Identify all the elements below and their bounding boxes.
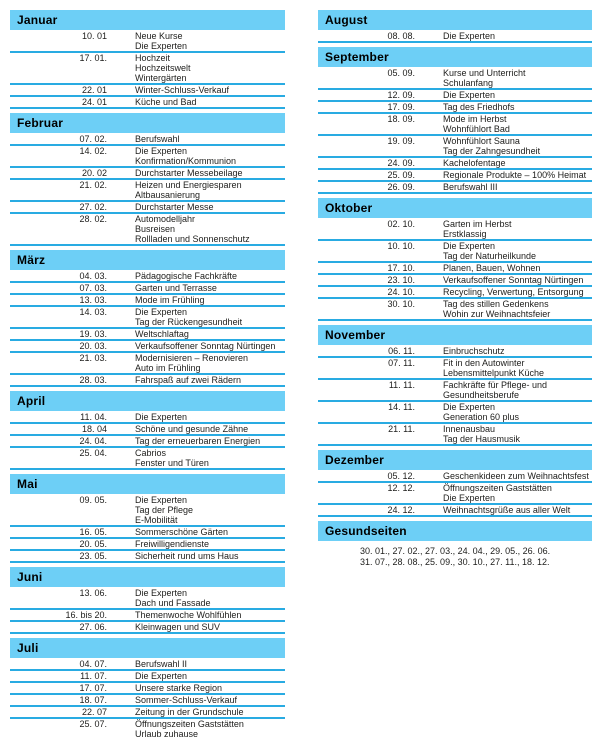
event-line: Recycling, Verwertung, Entsorgung	[443, 287, 584, 297]
month-section-mai	[10, 474, 285, 563]
event-line: Verkaufsoffener Sonntag Nürtingen	[135, 341, 276, 351]
month-header: November	[318, 325, 592, 345]
event-line: Fit in den Autowinter	[443, 358, 525, 368]
event-line: Freiwilligendienste	[135, 539, 210, 549]
month-section-juni	[10, 567, 285, 634]
section-gesundseiten	[318, 521, 592, 567]
event-row	[10, 295, 285, 307]
month-header: Mai	[10, 474, 285, 494]
event-row	[10, 527, 285, 539]
event-description	[135, 448, 285, 468]
event-row	[10, 695, 285, 707]
month-header: Februar	[10, 113, 285, 133]
event-line: Wohin zur Weihnachtsfeier	[443, 309, 551, 319]
event-line: Berufswahl II	[135, 659, 188, 669]
event-line: Mode im Herbst	[443, 114, 507, 124]
event-date: 07. 03.	[79, 283, 107, 293]
event-line: Tag der Rückengesundheit	[135, 317, 243, 327]
event-date: 09. 05.	[79, 495, 107, 505]
event-line: Garten und Terrasse	[135, 283, 217, 293]
event-date: 04. 07.	[79, 659, 107, 669]
event-line: Tag der Naturheilkunde	[443, 251, 537, 261]
event-line: Die Experten	[443, 241, 496, 251]
event-date: 17. 10.	[387, 263, 415, 273]
event-description	[135, 588, 285, 608]
event-line: Die Experten	[135, 588, 188, 598]
event-description	[135, 683, 285, 693]
event-date: 19. 03.	[79, 329, 107, 339]
event-description	[135, 295, 285, 305]
event-row	[10, 97, 285, 109]
event-line: Die Experten	[443, 493, 496, 503]
event-row	[10, 622, 285, 634]
event-line: Rollladen und Sonnenschutz	[135, 234, 250, 244]
event-description	[443, 287, 592, 297]
event-row	[10, 134, 285, 146]
event-line: Die Experten	[135, 146, 188, 156]
event-line: Sommerschöne Gärten	[135, 527, 229, 537]
event-row	[10, 180, 285, 202]
event-date: 08. 08.	[387, 31, 415, 41]
month-header: April	[10, 391, 285, 411]
event-line: Sommer-Schluss-Verkauf	[135, 695, 238, 705]
event-description	[443, 158, 592, 168]
month-section-februar	[10, 113, 285, 246]
calendar-column-left	[10, 10, 285, 739]
event-date: 20. 05.	[79, 539, 107, 549]
event-row	[10, 539, 285, 551]
event-date: 30. 10.	[387, 299, 415, 309]
event-line: Fahrspaß auf zwei Rädern	[135, 375, 242, 385]
event-date: 27. 02.	[79, 202, 107, 212]
month-header: Juli	[10, 638, 285, 658]
event-date: 11. 11.	[388, 380, 415, 390]
event-description	[135, 283, 285, 293]
event-line: Heizen und Energiesparen	[135, 180, 242, 190]
event-row	[10, 271, 285, 283]
event-row	[10, 683, 285, 695]
event-description	[443, 358, 592, 378]
event-line: Hochzeitswelt	[135, 63, 191, 73]
event-row	[10, 436, 285, 448]
event-description	[443, 380, 592, 400]
event-line: Busreisen	[135, 224, 176, 234]
event-line: Dach und Fassade	[135, 598, 211, 608]
event-description	[135, 134, 285, 144]
event-line: Tag der erneuerbaren Energien	[135, 436, 261, 446]
event-row	[10, 448, 285, 470]
event-line: Themenwoche Wohlfühlen	[135, 610, 242, 620]
event-date: 14. 02.	[79, 146, 107, 156]
event-date: 05. 12.	[387, 471, 415, 481]
event-row	[318, 31, 592, 43]
event-line: Öffnungszeiten Gaststätten	[443, 483, 552, 493]
event-line: Gesundheitsberufe	[443, 390, 520, 400]
event-date: 13. 03.	[79, 295, 107, 305]
event-row	[318, 158, 592, 170]
event-row	[318, 68, 592, 90]
event-row	[10, 551, 285, 563]
event-date: 21. 03.	[79, 353, 107, 363]
month-section-august	[318, 10, 592, 43]
event-line: Kurse und Unterricht	[443, 68, 526, 78]
event-line: Die Experten	[135, 495, 188, 505]
event-line: Durchstarter Messe	[135, 202, 214, 212]
event-line: Wohnfühlort Sauna	[443, 136, 520, 146]
event-description	[135, 97, 285, 107]
event-row	[318, 114, 592, 136]
event-line: Durchstarter Messebeilage	[135, 168, 243, 178]
event-date: 26. 09.	[387, 182, 415, 192]
event-line: Verkaufsoffener Sonntag Nürtingen	[443, 275, 584, 285]
event-description	[443, 483, 592, 503]
event-row	[318, 136, 592, 158]
event-row	[10, 53, 285, 85]
event-row	[10, 707, 285, 719]
event-row	[10, 671, 285, 683]
event-description	[135, 412, 285, 422]
event-description	[443, 346, 592, 356]
month-header: März	[10, 250, 285, 270]
event-row	[318, 90, 592, 102]
month-header: August	[318, 10, 592, 30]
event-date: 20. 03.	[79, 341, 107, 351]
event-line: Lebensmittelpunkt Küche	[443, 368, 545, 378]
event-line: Kleinwagen und SUV	[135, 622, 221, 632]
event-date: 25. 07.	[79, 719, 107, 729]
gesundseiten-header: Gesundseiten	[318, 521, 592, 541]
event-row	[10, 146, 285, 168]
event-line: Tag des stillen Gedenkens	[443, 299, 549, 309]
month-section-januar	[10, 10, 285, 109]
event-line: Öffnungszeiten Gaststätten	[135, 719, 244, 729]
event-date: 22. 07	[81, 707, 107, 717]
month-header: Oktober	[318, 198, 592, 218]
event-date: 10. 01	[81, 31, 107, 41]
event-line: Garten im Herbst	[443, 219, 512, 229]
event-date: 17. 09.	[387, 102, 415, 112]
event-date: 18. 07.	[79, 695, 107, 705]
month-header: September	[318, 47, 592, 67]
event-description	[443, 299, 592, 319]
event-date: 24. 01	[81, 97, 107, 107]
event-line: Auto im Frühling	[135, 363, 201, 373]
event-date: 07. 02.	[79, 134, 107, 144]
event-line: Wintergärten	[135, 73, 187, 83]
event-description	[443, 263, 592, 273]
event-line: Pädagogische Fachkräfte	[135, 271, 238, 281]
event-date: 12. 09.	[387, 90, 415, 100]
month-section-juli	[10, 638, 285, 739]
event-date: 19. 09.	[387, 136, 415, 146]
event-date: 04. 03.	[79, 271, 107, 281]
event-date: 05. 09.	[387, 68, 415, 78]
event-row	[10, 412, 285, 424]
event-line: Die Experten	[135, 41, 188, 51]
event-description	[135, 695, 285, 705]
event-date: 22. 01	[81, 85, 107, 95]
event-description	[443, 471, 592, 481]
month-header: Juni	[10, 567, 285, 587]
event-description	[135, 85, 285, 95]
month-section-april	[10, 391, 285, 470]
event-row	[10, 659, 285, 671]
event-date: 27. 06.	[79, 622, 107, 632]
gesundseiten-date-line: 30. 01., 27. 02., 27. 03., 24. 04., 29. 05., 26. 06.	[360, 546, 551, 556]
event-description	[443, 114, 592, 134]
event-line: Einbruchschutz	[443, 346, 505, 356]
event-line: Automodelljahr	[135, 214, 196, 224]
event-description	[135, 495, 285, 525]
event-date: 13. 06.	[79, 588, 107, 598]
event-row	[10, 341, 285, 353]
calendar-column-right	[318, 10, 592, 739]
event-description	[135, 214, 285, 244]
event-date: 06. 11.	[388, 346, 415, 356]
event-line: Planen, Bauen, Wohnen	[443, 263, 541, 273]
event-date: 11. 04.	[80, 412, 107, 422]
event-line: Hochzeit	[135, 53, 171, 63]
event-description	[135, 671, 285, 681]
event-date: 12. 12.	[387, 483, 415, 493]
event-description	[135, 622, 285, 632]
event-row	[10, 307, 285, 329]
event-line: Modernisieren – Renovieren	[135, 353, 249, 363]
event-line: Weihnachtsgrüße aus aller Welt	[443, 505, 571, 515]
event-line: Cabrios	[135, 448, 167, 458]
event-description	[135, 424, 285, 434]
event-row	[318, 102, 592, 114]
event-line: Küche und Bad	[135, 97, 197, 107]
event-row	[318, 380, 592, 402]
event-description	[443, 505, 592, 515]
event-date: 28. 02.	[79, 214, 107, 224]
event-row	[318, 402, 592, 424]
event-description	[443, 182, 592, 192]
event-line: Neue Kurse	[135, 31, 183, 41]
event-line: Konfirmation/Kommunion	[135, 156, 237, 166]
event-date: 14. 03.	[79, 307, 107, 317]
event-line: Regionale Produkte – 100% Heimat	[443, 170, 587, 180]
event-line: E-Mobilität	[135, 515, 178, 525]
event-line: Die Experten	[135, 307, 188, 317]
event-row	[10, 85, 285, 97]
event-row	[10, 214, 285, 246]
event-row	[10, 329, 285, 341]
event-description	[135, 375, 285, 385]
event-description	[443, 241, 592, 261]
event-date: 24. 09.	[387, 158, 415, 168]
event-line: Tag der Zahngesundheit	[443, 146, 541, 156]
event-row	[318, 424, 592, 446]
event-line: Innenausbau	[443, 424, 496, 434]
event-date: 10. 10.	[387, 241, 415, 251]
event-date: 23. 05.	[79, 551, 107, 561]
event-row	[10, 202, 285, 214]
event-description	[135, 341, 285, 351]
event-date: 17. 01.	[79, 53, 107, 63]
event-line: Berufswahl	[135, 134, 180, 144]
event-description	[135, 146, 285, 166]
event-date: 25. 09.	[387, 170, 415, 180]
event-line: Geschenkideen zum Weihnachtsfest	[443, 471, 589, 481]
month-section-dezember	[318, 450, 592, 517]
event-date: 23. 10.	[387, 275, 415, 285]
event-description	[443, 31, 592, 41]
event-row	[10, 588, 285, 610]
event-line: Die Experten	[135, 671, 188, 681]
event-date: 20. 02	[81, 168, 107, 178]
event-description	[135, 707, 285, 717]
event-row	[318, 483, 592, 505]
event-date: 16. 05.	[79, 527, 107, 537]
event-line: Die Experten	[443, 402, 496, 412]
event-row	[318, 299, 592, 321]
event-line: Kachelofentage	[443, 158, 506, 168]
month-section-märz	[10, 250, 285, 387]
event-line: Schöne und gesunde Zähne	[135, 424, 249, 434]
event-date: 18. 04	[81, 424, 107, 434]
event-row	[10, 168, 285, 180]
month-section-oktober	[318, 198, 592, 321]
event-description	[443, 219, 592, 239]
gesundseiten-date-line: 31. 07., 28. 08., 25. 09., 30. 10., 27. 11., 18. 12.	[360, 556, 550, 567]
event-description	[135, 551, 285, 561]
event-date: 21. 02.	[79, 180, 107, 190]
month-section-november	[318, 325, 592, 446]
gesundseiten-dates	[318, 546, 592, 567]
event-description	[135, 31, 285, 51]
event-description	[443, 170, 592, 180]
event-row	[10, 31, 285, 53]
event-date: 02. 10.	[387, 219, 415, 229]
event-description	[135, 202, 285, 212]
event-row	[10, 424, 285, 436]
event-row	[318, 346, 592, 358]
event-line: Urlaub zuhause	[135, 729, 199, 739]
event-row	[318, 170, 592, 182]
month-header: Dezember	[318, 450, 592, 470]
event-line: Erstklassig	[443, 229, 487, 239]
event-line: Tag der Hausmusik	[443, 434, 521, 444]
event-line: Fachkräfte für Pflege- und	[443, 380, 548, 390]
event-date: 24. 04.	[79, 436, 107, 446]
event-date: 28. 03.	[79, 375, 107, 385]
event-description	[135, 719, 285, 739]
event-description	[443, 275, 592, 285]
event-line: Winter-Schluss-Verkauf	[135, 85, 230, 95]
event-line: Weltschlaftag	[135, 329, 189, 339]
event-description	[135, 659, 285, 669]
event-line: Mode im Frühling	[135, 295, 205, 305]
event-date: 24. 10.	[387, 287, 415, 297]
event-row	[318, 219, 592, 241]
event-date: 07. 11.	[388, 358, 415, 368]
event-row	[10, 610, 285, 622]
event-description	[135, 539, 285, 549]
event-line: Wohnfühlort Bad	[443, 124, 510, 134]
event-row	[318, 505, 592, 517]
event-line: Unsere starke Region	[135, 683, 223, 693]
event-date: 17. 07.	[79, 683, 107, 693]
event-line: Tag der Pflege	[135, 505, 194, 515]
event-description	[135, 353, 285, 373]
event-line: Die Experten	[135, 412, 188, 422]
event-date: 25. 04.	[79, 448, 107, 458]
event-row	[10, 283, 285, 295]
event-date: 21. 11.	[388, 424, 415, 434]
event-description	[443, 102, 592, 112]
event-row	[318, 358, 592, 380]
event-line: Tag des Friedhofs	[443, 102, 515, 112]
event-row	[318, 471, 592, 483]
event-description	[443, 402, 592, 422]
event-date: 24. 12.	[387, 505, 415, 515]
event-date: 11. 07.	[80, 671, 107, 681]
event-row	[10, 375, 285, 387]
month-header: Januar	[10, 10, 285, 30]
event-row	[318, 275, 592, 287]
event-line: Generation 60 plus	[443, 412, 520, 422]
event-date: 16. bis 20.	[65, 610, 107, 620]
event-line: Die Experten	[443, 31, 496, 41]
event-line: Sicherheit rund ums Haus	[135, 551, 239, 561]
event-row	[10, 719, 285, 739]
event-line: Die Experten	[443, 90, 496, 100]
event-description	[443, 424, 592, 444]
event-line: Altbausanierung	[135, 190, 201, 200]
event-description	[135, 527, 285, 537]
event-description	[135, 168, 285, 178]
event-row	[318, 241, 592, 263]
event-description	[443, 90, 592, 100]
event-row	[10, 495, 285, 527]
event-description	[135, 329, 285, 339]
event-date: 18. 09.	[387, 114, 415, 124]
event-description	[135, 180, 285, 200]
event-description	[135, 436, 285, 446]
event-line: Berufswahl III	[443, 182, 498, 192]
event-line: Fenster und Türen	[135, 458, 209, 468]
event-row	[318, 263, 592, 275]
event-description	[135, 307, 285, 327]
event-row	[318, 287, 592, 299]
event-description	[135, 610, 285, 620]
event-description	[443, 136, 592, 156]
event-description	[443, 68, 592, 88]
event-line: Schulanfang	[443, 78, 494, 88]
month-section-september	[318, 47, 592, 194]
event-row	[318, 182, 592, 194]
event-description	[135, 53, 285, 83]
event-description	[135, 271, 285, 281]
event-row	[10, 353, 285, 375]
event-date: 14. 11.	[388, 402, 415, 412]
event-line: Zeitung in der Grundschule	[135, 707, 244, 717]
